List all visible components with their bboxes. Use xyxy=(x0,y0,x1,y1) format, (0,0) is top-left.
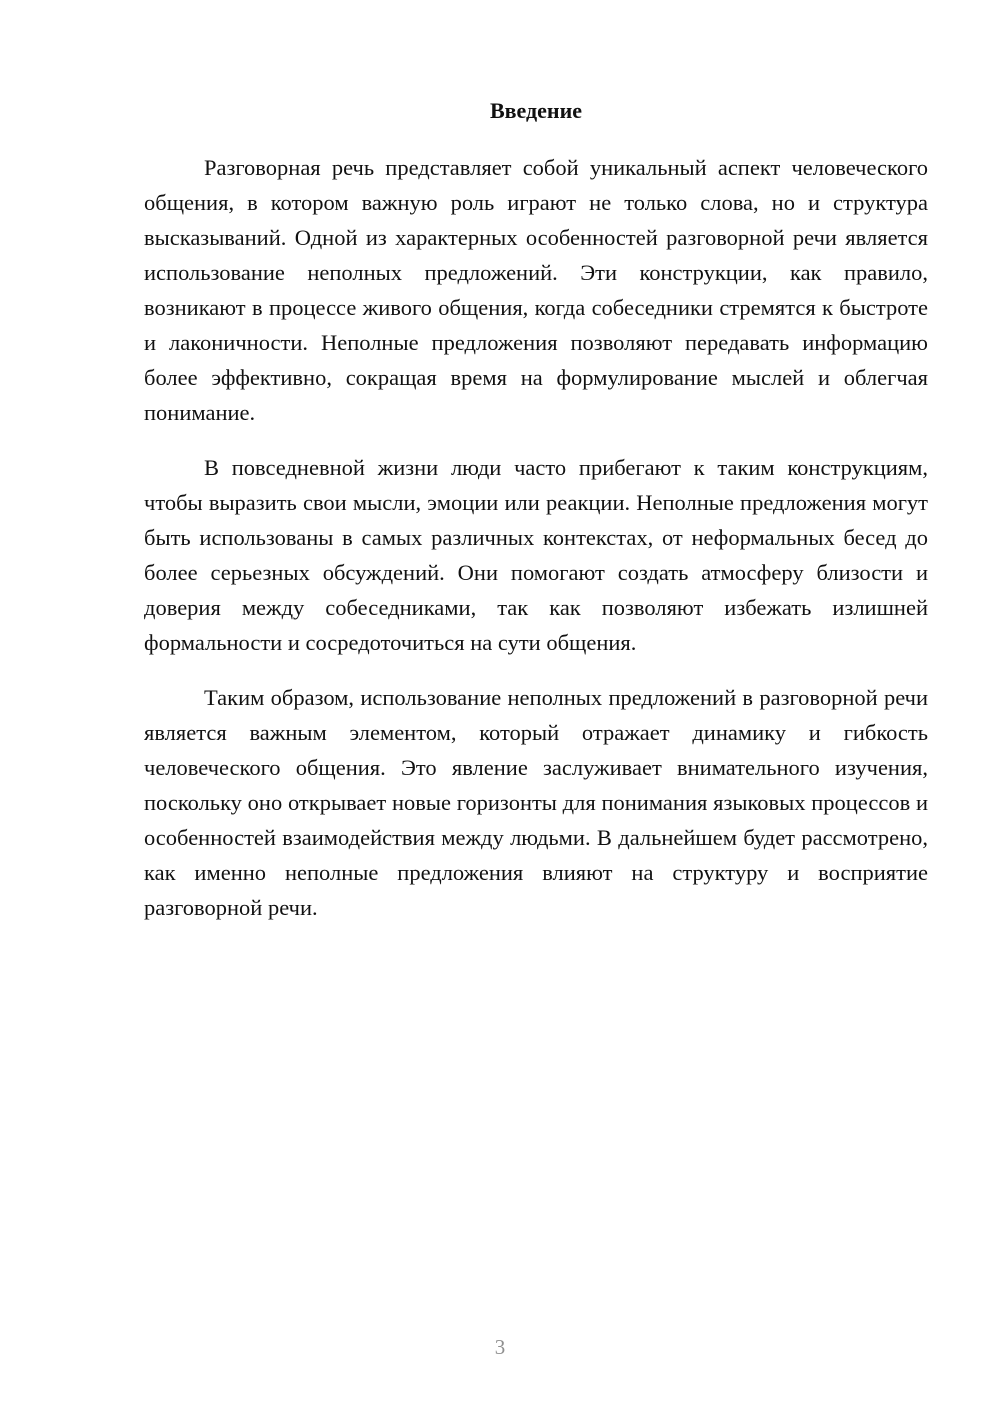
document-content xyxy=(144,95,928,925)
document-title: Введение xyxy=(489,98,583,123)
paragraph-1: Разговорная речь представляет собой уникальный аспект человеческого общения, в котором важную роль играют не только слова, но и структура высказываний. Одной из характерных особенностей разговорной речи является использование неполных предложений. Эти конструкции, как правило, возникают в процессе живого общения, когда собеседники стремятся к быстроте и лаконичности. Неполные предложения позволяют передавать информацию более эффективно, сокращая время на формулирование мыслей и облегчая понимание. xyxy=(144,155,928,425)
page-number: 3 xyxy=(494,1335,506,1359)
paragraph-3: Таким образом, использование неполных предложений в разговорной речи является важным элементом, который отражает динамику и гибкость человеческого общения. Это явление заслуживает внимательного изучения, поскольку оно открывает новые горизонты для понимания языковых процессов и особенностей взаимодействия между людьми. В дальнейшем будет рассмотрено, как именно неполные предложения влияют на структуру и восприятие разговорной речи. xyxy=(144,685,928,920)
paragraph-2: В повседневной жизни люди часто прибегают к таким конструкциям, чтобы выразить свои мысли, эмоции или реакции. Неполные предложения могут быть использованы в самых различных контекстах, от неформальных бесед до более серьезных обсуждений. Они помогают создать атмосферу близости и доверия между собеседниками, так как позволяют избежать излишней формальности и сосредоточиться на сути общения. xyxy=(144,455,928,655)
